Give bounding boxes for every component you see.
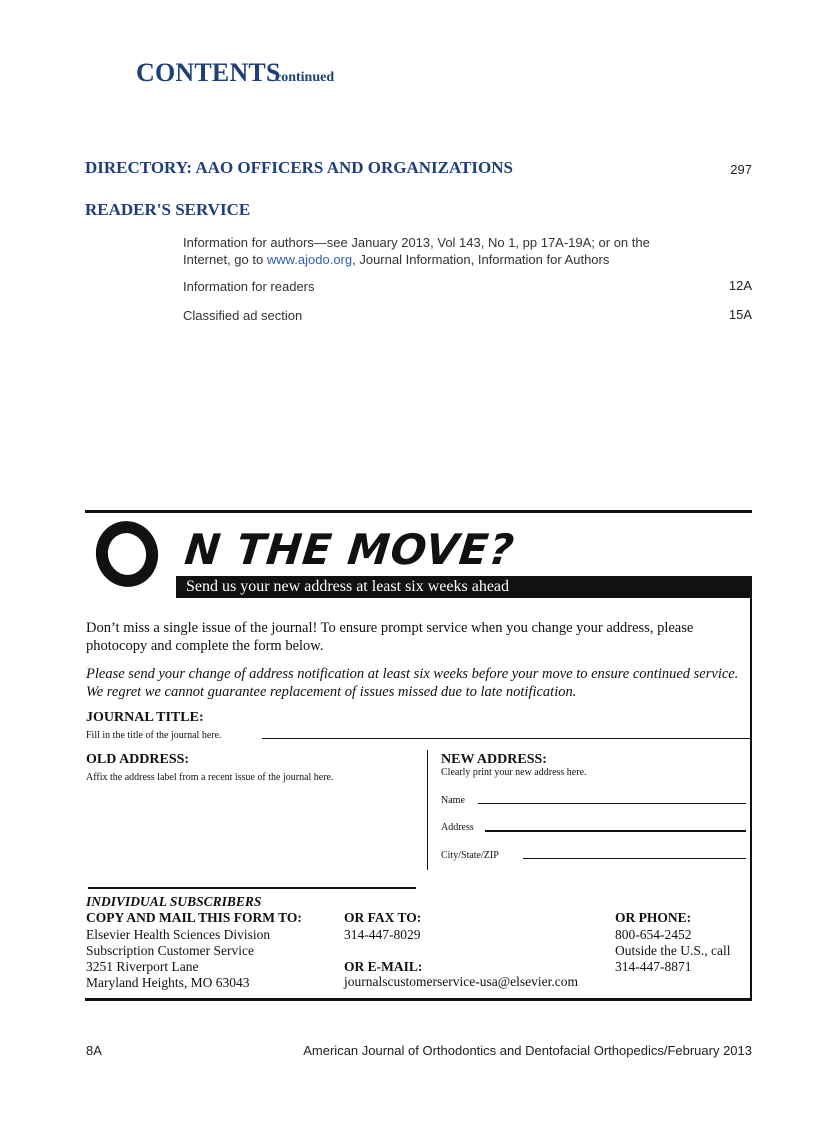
phone-line-1: 800-654-2452 bbox=[615, 927, 692, 942]
new-address-help: Clearly print your new address here. bbox=[441, 767, 587, 778]
fax-heading: OR FAX TO: bbox=[344, 910, 422, 925]
move-banner-text: Send us your new address at least six weeks ahead bbox=[186, 578, 510, 595]
page-subtitle: continued bbox=[275, 70, 335, 85]
mail-line-4: Maryland Heights, MO 63043 bbox=[86, 975, 250, 990]
letter-o-logo bbox=[90, 515, 164, 592]
toc-item-readers: Information for readers bbox=[183, 279, 315, 294]
form-right-border bbox=[750, 576, 752, 1000]
toc-item-classified-page: 15A bbox=[728, 307, 752, 322]
name-field[interactable] bbox=[478, 803, 746, 804]
info-authors-line1: Information for authors—see January 2013, Vol 143, No 1, pp 17A-19A; or on the bbox=[183, 235, 650, 250]
address-divider bbox=[427, 750, 428, 870]
toc-item-classified: Classified ad section bbox=[183, 308, 303, 323]
readers-service-heading: READER'S SERVICE bbox=[85, 200, 251, 219]
subscribers-rule bbox=[88, 887, 416, 889]
address-field-label: Address bbox=[441, 822, 474, 833]
page-title: CONTENTS bbox=[136, 58, 281, 87]
ajodo-link[interactable]: www.ajodo.org bbox=[266, 252, 353, 267]
info-authors-entry bbox=[183, 234, 743, 268]
form-top-rule bbox=[85, 510, 752, 513]
email-heading: OR E-MAIL: bbox=[344, 959, 423, 974]
mail-line-2: Subscription Customer Service bbox=[86, 943, 254, 958]
phone-line-3: 314-447-8871 bbox=[615, 959, 692, 974]
move-title: N THE MOVE? bbox=[182, 525, 518, 574]
mail-line-1: Elsevier Health Sciences Division bbox=[86, 927, 271, 942]
city-field[interactable] bbox=[523, 858, 746, 859]
form-intro-paragraph: Don’t miss a single issue of the journal! To ensure prompt service when you change your address, please photocopy and complete the form below. bbox=[86, 620, 694, 654]
info-authors-line2-prefix: Internet, go to bbox=[183, 252, 267, 267]
name-field-label: Name bbox=[441, 795, 465, 806]
form-notice-paragraph: Please send your change of address notification at least six weeks before your move to ensure continued service. We regret we cannot guarantee replacement of issues missed due to late notification. bbox=[86, 666, 739, 700]
toc-item-readers-page: 12A bbox=[728, 278, 752, 293]
footer-page-number: 8A bbox=[86, 1043, 102, 1058]
city-field-label: City/State/ZIP bbox=[441, 850, 499, 861]
journal-title-label: JOURNAL TITLE: bbox=[86, 710, 204, 725]
footer-journal: American Journal of Orthodontics and Dentofacial Orthopedics/February 2013 bbox=[303, 1043, 752, 1058]
fax-number: 314-447-8029 bbox=[344, 927, 421, 942]
journal-title-help: Fill in the title of the journal here. bbox=[86, 730, 222, 741]
email-address[interactable]: journalscustomerservice-usa@elsevier.com bbox=[344, 974, 578, 989]
new-address-label: NEW ADDRESS: bbox=[441, 752, 547, 767]
directory-heading: DIRECTORY: AAO OFFICERS AND ORGANIZATIONS bbox=[85, 158, 513, 177]
info-authors-line2 bbox=[183, 251, 743, 268]
phone-heading: OR PHONE: bbox=[615, 910, 692, 925]
old-address-help: Affix the address label from a recent issue of the journal here. bbox=[86, 772, 334, 783]
phone-line-2: Outside the U.S., call bbox=[615, 943, 731, 958]
info-authors-line2-suffix: , Journal Information, Information for Authors bbox=[352, 252, 610, 267]
address-field[interactable] bbox=[485, 830, 746, 832]
mail-heading: COPY AND MAIL THIS FORM TO: bbox=[86, 910, 302, 925]
old-address-label: OLD ADDRESS: bbox=[86, 752, 190, 767]
journal-title-field[interactable] bbox=[262, 738, 750, 739]
subscribers-heading: INDIVIDUAL SUBSCRIBERS bbox=[86, 894, 262, 909]
mail-line-3: 3251 Riverport Lane bbox=[86, 959, 199, 974]
form-bottom-rule bbox=[85, 998, 752, 1001]
directory-page: 297 bbox=[730, 162, 752, 177]
